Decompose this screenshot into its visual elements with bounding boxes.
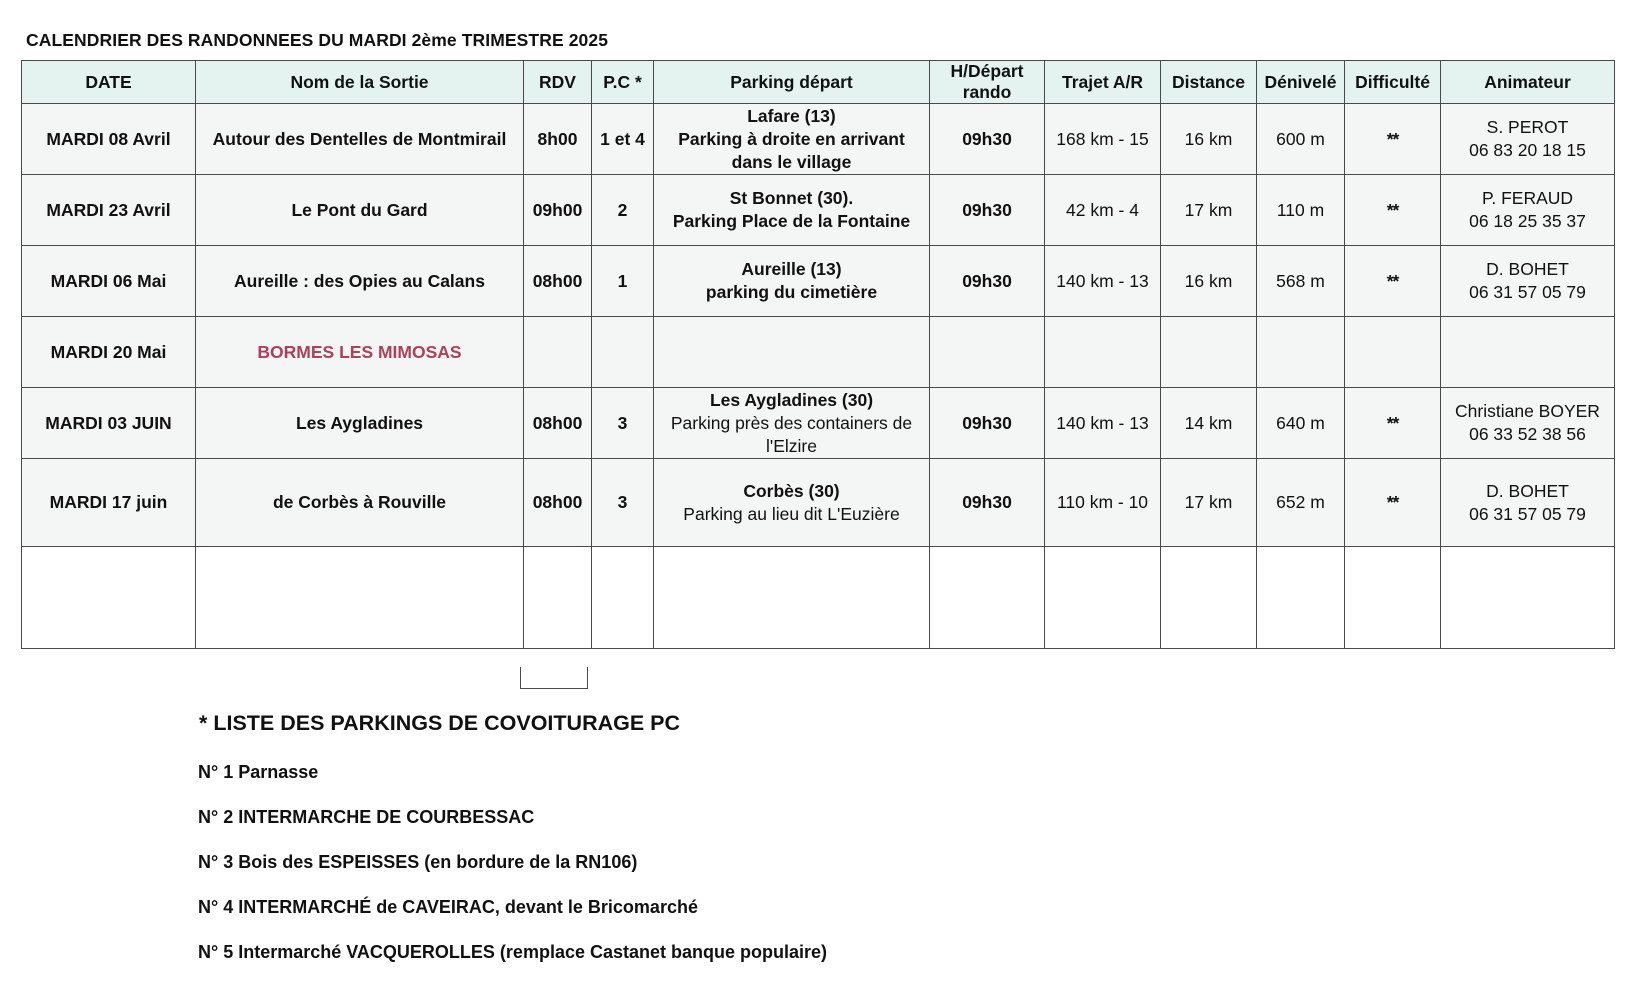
date-cell: MARDI 03 JUIN <box>22 388 196 459</box>
empty-cell <box>654 547 930 649</box>
animateur-phone: 06 18 25 35 37 <box>1469 211 1586 231</box>
table-row <box>22 104 1615 175</box>
empty-row <box>22 547 1615 649</box>
empty-cell <box>1257 547 1345 649</box>
parking-title: Lafare (13) <box>747 105 836 126</box>
header-animateur: Animateur <box>1441 61 1615 104</box>
date-cell: MARDI 08 Avril <box>22 104 196 175</box>
parking-list-item: N° 4 INTERMARCHÉ de CAVEIRAC, devant le Bricomarché <box>198 897 698 917</box>
animateur-phone: 06 31 57 05 79 <box>1469 282 1586 302</box>
parking-cell <box>654 246 930 317</box>
name-cell: Autour des Dentelles de Montmirail <box>196 104 524 175</box>
parking-cell <box>654 175 930 246</box>
rdv-cell: 08h00 <box>524 388 592 459</box>
parkings-title: * LISTE DES PARKINGS DE COVOITURAGE PC <box>199 711 681 735</box>
header-date: DATE <box>22 61 196 104</box>
parking-cell <box>654 388 930 459</box>
table-header-row <box>22 61 1615 104</box>
difficulty-cell: ** <box>1345 175 1441 246</box>
parking-title: St Bonnet (30). <box>729 188 854 208</box>
trajet-cell: 140 km - 13 <box>1045 388 1161 459</box>
empty-cell <box>524 317 592 388</box>
name-cell: Les Aygladines <box>196 388 524 459</box>
distance-cell: 14 km <box>1161 388 1257 459</box>
difficulty-cell: ** <box>1345 246 1441 317</box>
depart-cell: 09h30 <box>930 388 1045 459</box>
animateur-cell <box>1441 246 1615 317</box>
animateur-name: Christiane BOYER <box>1455 401 1600 421</box>
depart-cell: 09h30 <box>930 459 1045 547</box>
animateur-cell <box>1441 104 1615 175</box>
date-cell: MARDI 06 Mai <box>22 246 196 317</box>
empty-cell <box>1345 547 1441 649</box>
rdv-cell: 08h00 <box>524 459 592 547</box>
header-parking: Parking départ <box>654 61 930 104</box>
animateur-name: S. PEROT <box>1486 117 1569 137</box>
header-pc: P.C * <box>592 61 654 104</box>
date-cell: MARDI 17 juin <box>22 459 196 547</box>
difficulty-cell: ** <box>1345 459 1441 547</box>
pc-cell: 3 <box>592 459 654 547</box>
trajet-cell: 110 km - 10 <box>1045 459 1161 547</box>
parking-title: Corbès (30) <box>743 480 840 501</box>
header-rdv: RDV <box>524 61 592 104</box>
empty-cell <box>930 547 1045 649</box>
empty-cell <box>1441 547 1615 649</box>
table-row <box>22 459 1615 547</box>
parking-detail: Parking Place de la Fontaine <box>672 211 911 231</box>
empty-cell <box>930 317 1045 388</box>
pc-cell: 1 et 4 <box>592 104 654 175</box>
difficulty-cell: ** <box>1345 104 1441 175</box>
trajet-cell: 140 km - 13 <box>1045 246 1161 317</box>
rdv-cell: 08h00 <box>524 246 592 317</box>
animateur-cell <box>1441 459 1615 547</box>
trajet-cell: 168 km - 15 <box>1045 104 1161 175</box>
depart-cell: 09h30 <box>930 104 1045 175</box>
animateur-phone: 06 33 52 38 56 <box>1469 424 1586 444</box>
denivele-cell: 110 m <box>1257 175 1345 246</box>
animateur-name: D. BOHET <box>1486 480 1569 501</box>
table-extension-stub <box>520 667 588 689</box>
parking-list-item: N° 1 Parnasse <box>198 762 319 782</box>
parking-title: Les Aygladines (30) <box>709 389 874 410</box>
distance-cell: 17 km <box>1161 175 1257 246</box>
rdv-cell: 8h00 <box>524 104 592 175</box>
depart-cell: 09h30 <box>930 246 1045 317</box>
denivele-cell: 568 m <box>1257 246 1345 317</box>
empty-cell <box>196 547 524 649</box>
denivele-cell: 640 m <box>1257 388 1345 459</box>
distance-cell: 17 km <box>1161 459 1257 547</box>
empty-cell <box>524 547 592 649</box>
empty-cell <box>22 547 196 649</box>
difficulty-cell: ** <box>1345 388 1441 459</box>
table-row <box>22 175 1615 246</box>
rdv-cell: 09h00 <box>524 175 592 246</box>
empty-cell <box>592 547 654 649</box>
event-cell: BORMES LES MIMOSAS <box>196 317 524 388</box>
pc-cell: 3 <box>592 388 654 459</box>
parking-list-item: N° 3 Bois des ESPEISSES (en bordure de la RN106) <box>198 852 638 872</box>
animateur-cell <box>1441 388 1615 459</box>
parking-cell <box>654 104 930 175</box>
parking-list-item: N° 5 Intermarché VACQUEROLLES (remplace Castanet banque populaire) <box>198 942 828 962</box>
table-row <box>22 317 1615 388</box>
trajet-cell: 42 km - 4 <box>1045 175 1161 246</box>
empty-cell <box>1345 317 1441 388</box>
empty-cell <box>1441 317 1615 388</box>
header-denivele: Dénivelé <box>1257 61 1345 104</box>
parking-detail: Parking à droite en arrivant dans le village <box>678 128 905 172</box>
distance-cell: 16 km <box>1161 104 1257 175</box>
parking-cell <box>654 459 930 547</box>
animateur-phone: 06 31 57 05 79 <box>1469 503 1586 524</box>
animateur-name: D. BOHET <box>1486 259 1569 279</box>
header-difficulte: Difficulté <box>1345 61 1441 104</box>
header-name: Nom de la Sortie <box>196 61 524 104</box>
empty-cell <box>592 317 654 388</box>
pc-cell: 2 <box>592 175 654 246</box>
empty-cell <box>1257 317 1345 388</box>
name-cell: Aureille : des Opies au Calans <box>196 246 524 317</box>
document-title: CALENDRIER DES RANDONNEES DU MARDI 2ème TRIMESTRE 2025 <box>26 30 609 50</box>
parking-detail: parking du cimetière <box>705 282 878 302</box>
animateur-cell <box>1441 175 1615 246</box>
empty-cell <box>1045 317 1161 388</box>
denivele-cell: 600 m <box>1257 104 1345 175</box>
depart-cell: 09h30 <box>930 175 1045 246</box>
pc-cell: 1 <box>592 246 654 317</box>
empty-cell <box>654 317 930 388</box>
denivele-cell: 652 m <box>1257 459 1345 547</box>
empty-cell <box>1045 547 1161 649</box>
header-depart: H/Départ rando <box>930 61 1045 104</box>
empty-cell <box>1161 317 1257 388</box>
parking-title: Aureille (13) <box>741 259 842 279</box>
animateur-phone: 06 83 20 18 15 <box>1469 140 1586 160</box>
hikes-table <box>21 60 1615 649</box>
parking-list-item: N° 2 INTERMARCHE DE COURBESSAC <box>198 807 535 827</box>
parking-detail: Parking près des containers de l'Elzire <box>670 412 913 456</box>
animateur-name: P. FERAUD <box>1481 188 1574 208</box>
table-row <box>22 246 1615 317</box>
empty-cell <box>1161 547 1257 649</box>
date-cell: MARDI 23 Avril <box>22 175 196 246</box>
name-cell: Le Pont du Gard <box>196 175 524 246</box>
header-trajet: Trajet A/R <box>1045 61 1161 104</box>
table-row <box>22 388 1615 459</box>
name-cell: de Corbès à Rouville <box>196 459 524 547</box>
header-distance: Distance <box>1161 61 1257 104</box>
parking-detail: Parking au lieu dit L'Euzière <box>683 503 900 524</box>
distance-cell: 16 km <box>1161 246 1257 317</box>
date-cell: MARDI 20 Mai <box>22 317 196 388</box>
